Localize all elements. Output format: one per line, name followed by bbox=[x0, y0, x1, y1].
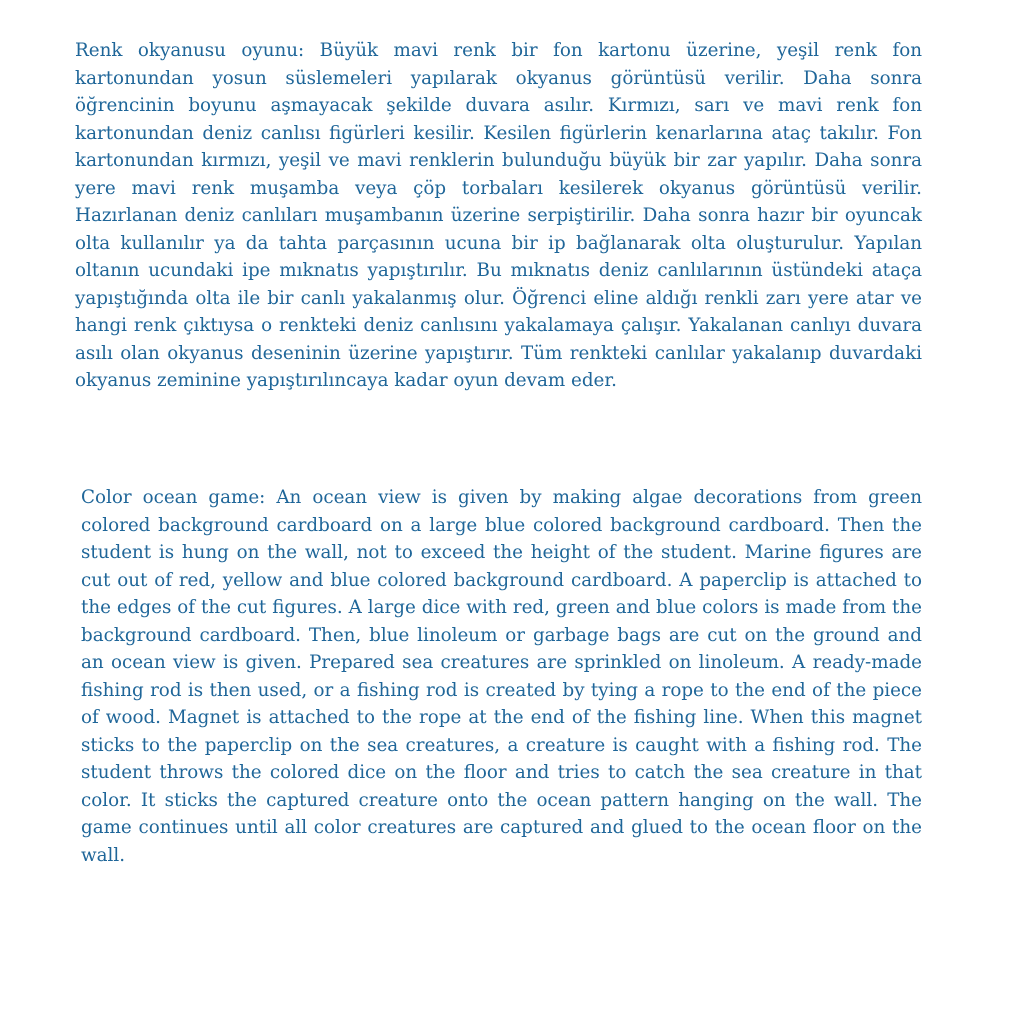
turkish-paragraph: Renk okyanusu oyunu: Büyük mavi renk bir fon kartonu üzerine, yeşil renk fon kartonundan yosun süslemeleri yapılarak okyanus görüntüsü verilir. Daha sonra öğrencinin boyunu aşmayacak şekilde duvara asılır. Kırmızı, sarı ve mavi renk fon kartonundan deniz canlısı figürleri kesilir. Kesilen figürlerin kenarlarına ataç takılır. Fon kartonundan kırmızı, yeşil ve mavi renklerin bulunduğu büyük bir zar yapılır. Daha sonra yere mavi renk muşamba veya çöp torbaları kesilerek okyanus görüntüsü verilir. Hazırlanan deniz canlıları muşambanın üzerine serpiştirilir. Daha sonra hazır bir oyuncak olta kullanılır ya da tahta parçasının ucuna bir ip bağlanarak olta oluşturulur. Yapılan oltanın ucundaki ipe mıknatıs yapıştırılır. Bu mıknatıs deniz canlılarının üstündeki ataça yapıştığında olta ile bir canlı yakalanmış olur. Öğrenci eline aldığı renkli zarı yere atar ve hangi renk çıktıysa o renkteki deniz canlısını yakalamaya çalışır. Yakalanan canlıyı duvara asılı olan okyanus deseninin üzerine yapıştırır. Tüm renkteki canlılar yakalanıp duvardaki okyanus zeminine yapıştırılıncaya kadar oyun devam eder. bbox=[75, 40, 922, 391]
english-paragraph: Color ocean game: An ocean view is given by making algae decorations from green colored background cardboard on a large blue colored background cardboard. Then the student is hung on the wall, not to exceed the height of the student. Marine figures are cut out of red, yellow and blue colored background cardboard. A paperclip is attached to the edges of the cut figures. A large dice with red, green and blue colors is made from the background cardboard. Then, blue linoleum or garbage bags are cut on the ground and an ocean view is given. Prepared sea creatures are sprinkled on linoleum. A ready-made fishing rod is then used, or a fishing rod is created by tying a rope to the end of the piece of wood. Magnet is attached to the rope at the end of the fishing line. When this magnet sticks to the paperclip on the sea creatures, a creature is caught with a fishing rod. The student throws the colored dice on the floor and tries to catch the sea creature in that color. It sticks the captured creature onto the ocean pattern hanging on the wall. The game continues until all color creatures are captured and glued to the ocean floor on the wall. bbox=[81, 487, 922, 866]
